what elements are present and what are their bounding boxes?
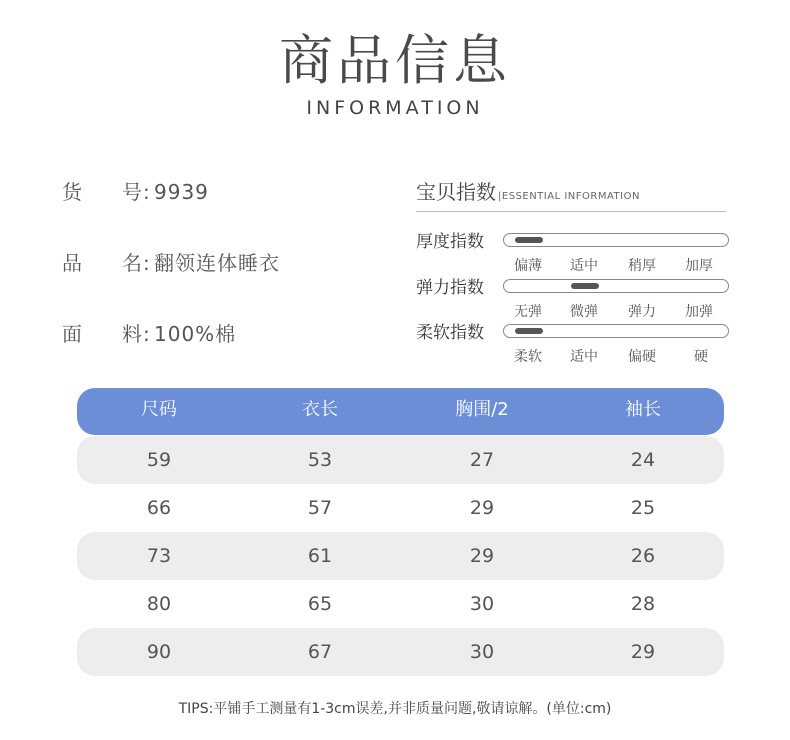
scale-knob — [515, 237, 543, 243]
scale-tick: 加弹 — [685, 304, 713, 320]
scale-name: 弹力指数 — [416, 278, 484, 298]
table-header — [77, 388, 724, 435]
table-cell: 90 — [146, 641, 172, 663]
scale-tick: 柔软 — [514, 349, 542, 365]
table-cell: 29 — [630, 641, 656, 663]
scale-tick: 稍厚 — [628, 258, 656, 274]
scale-tick: 弹力 — [628, 304, 656, 320]
table-cell: 24 — [630, 449, 656, 471]
scale-name: 柔软指数 — [416, 323, 484, 343]
table-row — [77, 484, 724, 532]
product-name-label-b: 名: — [122, 251, 151, 275]
table-row — [77, 436, 724, 484]
item-number-label-a: 货 — [62, 180, 83, 204]
fabric-label-b: 料: — [122, 322, 151, 346]
product-name-label-a: 品 — [62, 251, 83, 275]
scale-tick: 偏硬 — [628, 349, 656, 365]
page-subtitle: INFORMATION — [306, 97, 484, 119]
scale-tick: 硬 — [694, 349, 708, 365]
scale-tick: 适中 — [570, 349, 598, 365]
scale-ticks — [504, 346, 744, 364]
table-cell: 25 — [630, 497, 656, 519]
index-heading — [416, 176, 640, 205]
column-header: 尺码 — [141, 399, 177, 420]
table-cell: 61 — [307, 545, 333, 567]
table-cell: 30 — [469, 641, 495, 663]
fabric-label-a: 面 — [62, 322, 83, 346]
table-row — [77, 580, 724, 628]
table-cell: 67 — [307, 641, 333, 663]
column-header: 袖长 — [625, 399, 661, 420]
item-number-row — [62, 176, 209, 205]
fabric-row — [62, 318, 236, 347]
table-cell: 66 — [146, 497, 172, 519]
scale-tick: 微弹 — [570, 304, 598, 320]
scale-track — [503, 324, 729, 338]
table-row — [77, 532, 724, 580]
column-header: 衣长 — [302, 399, 338, 420]
scale-track — [503, 233, 729, 247]
index-subtitle: |ESSENTIAL INFORMATION — [498, 191, 640, 202]
tips-note: TIPS:平铺手工测量有1-3cm误差,并非质量问题,敬请谅解。(单位:cm) — [178, 701, 612, 717]
table-body — [77, 436, 724, 676]
table-cell: 73 — [146, 545, 172, 567]
scale-tick: 加厚 — [685, 258, 713, 274]
table-cell: 28 — [630, 593, 656, 615]
table-cell: 59 — [146, 449, 172, 471]
table-cell: 65 — [307, 593, 333, 615]
table-cell: 30 — [469, 593, 495, 615]
scale-knob — [515, 328, 543, 334]
item-number-value: 9939 — [154, 180, 209, 204]
size-table — [77, 388, 724, 676]
scale-ticks — [504, 301, 744, 319]
table-cell: 29 — [469, 545, 495, 567]
product-name-value: 翻领连体睡衣 — [154, 251, 280, 275]
scale-tick: 适中 — [570, 258, 598, 274]
scale-tick: 偏薄 — [514, 258, 542, 274]
scale-track — [503, 279, 729, 293]
item-number-label-b: 号: — [122, 180, 151, 204]
column-header: 胸围/2 — [455, 399, 509, 420]
index-divider — [416, 211, 726, 212]
page-title: 商品信息 — [279, 29, 511, 92]
table-cell: 80 — [146, 593, 172, 615]
table-cell: 27 — [469, 449, 495, 471]
table-cell: 57 — [307, 497, 333, 519]
product-name-row — [62, 247, 280, 276]
scale-knob — [571, 283, 599, 289]
table-row — [77, 628, 724, 676]
fabric-value: 100%棉 — [154, 322, 237, 346]
table-cell: 29 — [469, 497, 495, 519]
table-cell: 53 — [307, 449, 333, 471]
scale-name: 厚度指数 — [416, 232, 484, 252]
table-cell: 26 — [630, 545, 656, 567]
scale-ticks — [504, 255, 744, 273]
index-title: 宝贝指数 — [416, 180, 496, 204]
scale-tick: 无弹 — [514, 304, 542, 320]
